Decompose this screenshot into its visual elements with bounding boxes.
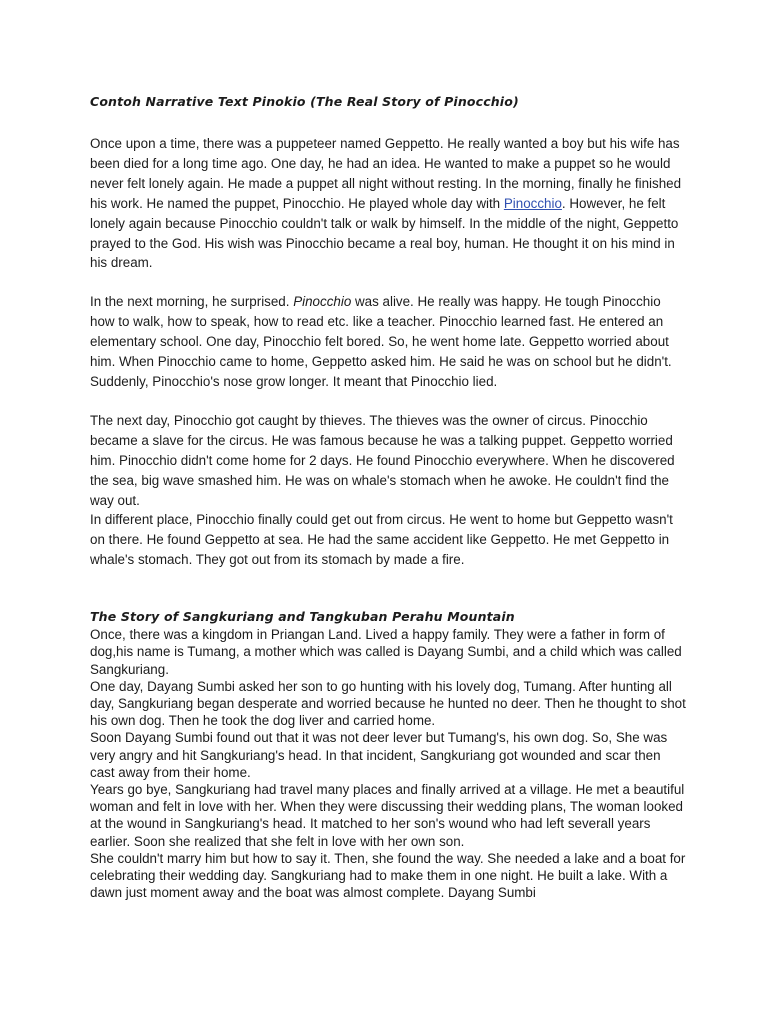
document-page <box>90 92 686 901</box>
paragraph: Soon Dayang Sumbi found out that it was not deer lever but Tumang's, his own dog. So, She was very angry and hit Sangkuriang's head. In that incident, Sangkuriang got wounded and scar then cast away from their home. <box>90 730 668 780</box>
paragraph: Once upon a time, there was a puppeteer named Geppetto. He really wanted a boy but his wife has been died for a long time ago. One day, he had an idea. He wanted to make a puppet so he would never felt lonely again. He made a puppet all night without resting. In the morning, finally he finished his work. He named the puppet, Pinocchio. He played whole day with Pinocchio. However, he felt lonely again because Pinocchio couldn't talk or walk by himself. In the middle of the night, Geppetto prayed to the God. His wish was Pinocchio became a real boy, human. He thought it on his mind in his dream. <box>90 136 682 271</box>
paragraph: She couldn't marry him but how to say it. Then, she found the way. She needed a lake and a boat for celebrating their wedding day. Sangkuriang had to make them in one night. He built a lake. With a dawn just moment away and the boat was almost complete. Dayang Sumbi <box>90 850 686 901</box>
story-title: The Story of Sangkuriang and Tangkuban Perahu Mountain <box>90 609 515 625</box>
paragraph: In different place, Pinocchio finally could get out from circus. He went to home but Geppetto wasn't on there. He found Geppetto at sea. He had the same accident like Geppetto. He met Geppetto in whale's stomach. They got out from its stomach by made a fire. <box>90 512 673 568</box>
story-sangkuriang <box>90 608 686 901</box>
paragraph: Years go bye, Sangkuriang had travel many places and finally arrived at a village. He met a beautiful woman and felt in love with her. When they were discussing their wedding plans, The woman looked at the wound in Sangkuriang's head. It matched to her son's wound who had left severall years earlier. Soon she realized that she felt in love with her own son. <box>90 781 685 849</box>
story-title: Contoh Narrative Text Pinokio (The Real Story of Pinocchio) <box>90 94 519 109</box>
paragraph: The next day, Pinocchio got caught by thieves. The thieves was the owner of circus. Pinocchio became a slave for the circus. He was famous because he was a talking puppet. Geppetto worried him. Pinocchio didn't come home for 2 days. He found Pinocchio everywhere. When he discovered the sea, big wave smashed him. He was on whale's stomach when he awoke. He couldn't find the way out. <box>90 412 675 508</box>
story-pinocchio <box>90 92 686 570</box>
paragraph: In the next morning, he surprised. Pinocchio was alive. He really was happy. He tough Pinocchio how to walk, how to speak, how to read etc. like a teacher. Pinocchio learned fast. He entered an elementary school. One day, Pinocchio felt bored. So, he went home late. Geppetto worried about him. When Pinocchio came to home, Geppetto asked him. He said he was on school but he didn't. Suddenly, Pinocchio's nose grow longer. It meant that Pinocchio lied. <box>90 294 672 389</box>
paragraph: One day, Dayang Sumbi asked her son to go hunting with his lovely dog, Tumang. After hunting all day, Sangkuriang began desperate and worried because he hunted no deer. Then he thought to shot his own dog. Then he took the dog liver and carried home. <box>90 678 686 729</box>
pinocchio-link[interactable]: Pinocchio <box>503 195 562 211</box>
paragraph: Once, there was a kingdom in Priangan Land. Lived a happy family. They were a father in form of dog,his name is Tumang, a mother which was called is Dayang Sumbi, and a child which was called Sangkuriang. <box>90 627 682 677</box>
emphasized-name: Pinocchio <box>293 294 352 310</box>
